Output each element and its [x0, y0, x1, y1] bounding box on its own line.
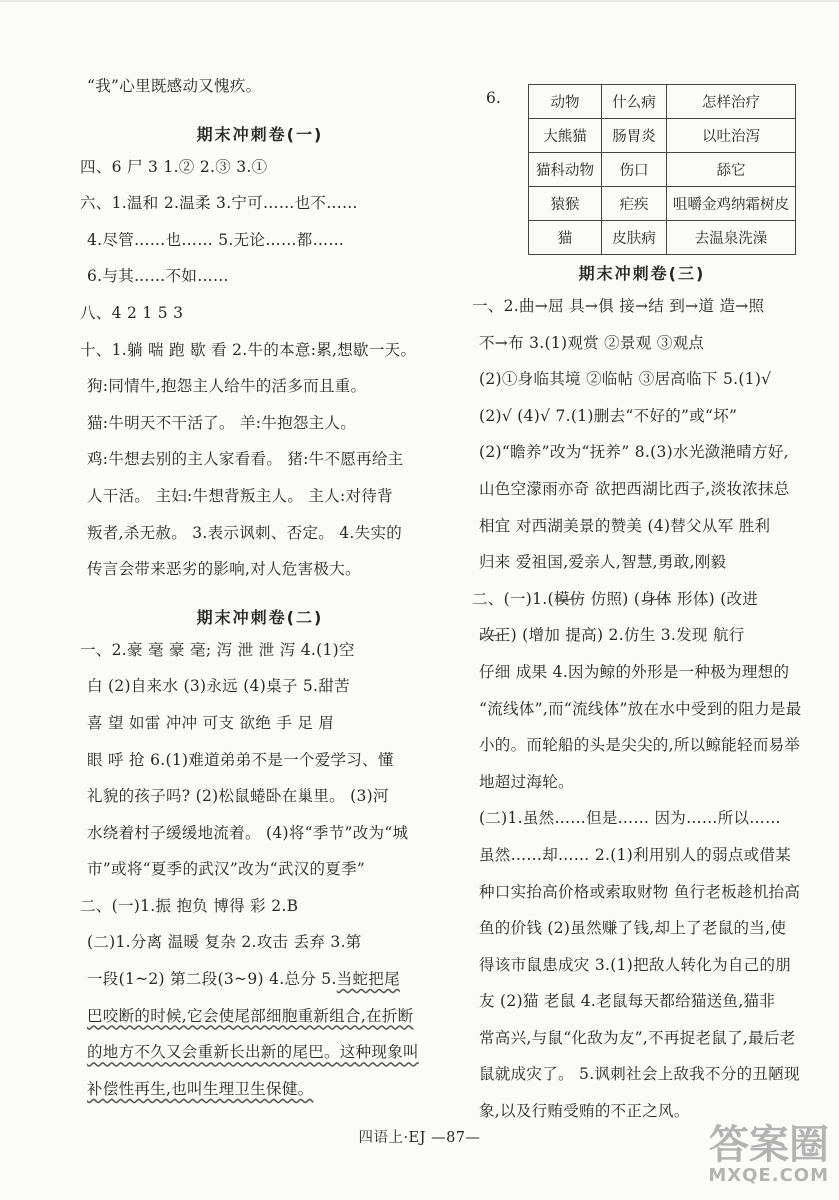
text-line: 种口实抬高价格或索取财物 鱼行老板趁机抬高: [479, 882, 801, 901]
text-line: [80, 969, 440, 1006]
text-line: 六、1.温和 2.温柔 3.宁可……也不……: [80, 194, 358, 213]
table-row: [529, 153, 796, 187]
wavy-underlined-text: 当蛇把尾: [336, 970, 400, 989]
text-line: “流线体”,而“流线体”放在水中受到的阻力是最: [479, 699, 802, 718]
text-span: 一段(1~2) 第二段(3~9) 4.总分 5.: [87, 970, 337, 989]
text-line: 市”或将“夏季的武汉”改为“武汉的夏季”: [87, 860, 366, 879]
text-line: 眼 呼 抢 6.(1)难道弟弟不是一个爱学习、懂: [87, 750, 394, 769]
table-cell: 舔它: [667, 153, 796, 187]
table-cell: 皮肤病: [602, 221, 667, 255]
text-line: 鼠就成灾了。 5.讽刺社会上敌我不分的丑陋现: [479, 1065, 800, 1084]
table-cell: 大熊猫: [529, 119, 602, 153]
text-line: 得该市鼠患成灾 3.(1)把敌人转化为自己的朋: [479, 955, 792, 974]
section-heading-2: 期末冲刺卷(二): [196, 607, 324, 627]
text-line: 人干活。 主妇:牛想背叛主人。 主人:对待背: [87, 486, 393, 505]
text-line: 鱼的价钱 (2)虽然赚了钱,却上了老鼠的当,使: [479, 919, 787, 938]
table-cell: 肠胃炎: [602, 119, 667, 153]
table-row: [529, 85, 796, 119]
table-cell: 以吐治泻: [667, 119, 796, 153]
text-line: (2)“瞻养”改为“抚养” 8.(3)水光潋滟晴方好,: [479, 443, 789, 462]
table-cell: 猫: [529, 221, 602, 255]
wavy-underlined-line: 补偿性再生,也叫生理卫生保健。: [87, 1079, 314, 1098]
table-row: [529, 119, 796, 153]
table-cell: 疟疾: [602, 187, 667, 221]
table-cell: 咀嚼金鸡纳霜树皮: [667, 187, 796, 221]
text-span: ) (增加 提高) 2.仿生 3.发现 航行: [510, 626, 745, 645]
text-line: 相宜 对西湖美景的赞美 (4)替父从军 胜利: [479, 516, 771, 535]
text-line: (2)①身临其境 ②临帖 ③居高临下 5.(1)√: [479, 370, 772, 389]
table-cell: 什么病: [602, 85, 667, 119]
animal-disease-table: [528, 84, 796, 255]
text-line: 6.与其……不如……: [87, 267, 229, 286]
text-line: 不→布 3.(1)观赏 ②景观 ③观点: [479, 333, 705, 352]
struck-text: 身体: [640, 589, 672, 608]
question-6-label: 6.: [486, 89, 501, 107]
text-span: 形体) (改进: [671, 589, 759, 608]
text-line: 一、2.豪 毫 豪 毫; 泻 泄 泄 泻 4.(1)空: [80, 640, 355, 659]
text-line: 友 (2)猫 老鼠 4.老鼠每天都给猫送鱼,猫非: [479, 992, 776, 1011]
watermark-url: MXQE.COM: [708, 1165, 829, 1186]
table-cell: 伤口: [602, 153, 667, 187]
table-cell: 猿猴: [529, 187, 602, 221]
table-cell: 猫科动物: [529, 153, 602, 187]
text-line: 小的。而轮船的头是尖尖的,所以鲸能轻而易举: [479, 736, 801, 755]
text-line: 四、6 尸 3 1.② 2.③ 3.①: [80, 157, 268, 176]
text-line: 常高兴,与鼠“化敌为友”,不再捉老鼠了,最后老: [479, 1028, 796, 1047]
text-line: 山色空濛雨亦奇 欲把西湖比西子,淡妆浓抹总: [479, 479, 790, 498]
text-line: [472, 589, 812, 626]
table-cell: 去温泉洗澡: [667, 221, 796, 255]
text-span: 二、(一)1.(: [472, 589, 554, 608]
text-line: 地超过海轮。: [479, 772, 574, 791]
wavy-underlined-line: 的地方不久又会重新长出新的尾巴。这种现象叫: [87, 1043, 419, 1062]
text-line: 叛者,杀无赦。 3.表示讽刺、否定。 4.失实的: [87, 523, 403, 542]
text-line: [472, 625, 812, 662]
text-line: 水绕着村子缓缓地流着。 (4)将“季节”改为“城: [87, 823, 409, 842]
watermark-logo: [708, 1122, 829, 1186]
table-row: [529, 187, 796, 221]
section-heading-1: 期末冲刺卷(一): [196, 124, 324, 144]
watermark-title: 答案圈: [709, 1122, 829, 1168]
text-line: 一、2.曲→屈 具→俱 接→结 到→道 造→照: [472, 297, 765, 315]
text-line: 白 (2)自来水 (3)永远 (4)桌子 5.甜苦: [87, 677, 350, 696]
text-line: 猫:牛明天不干活了。 羊:牛抱怨主人。: [87, 413, 357, 432]
text-line: 鸡:牛想去别的主人家看看。 猪:牛不愿再给主: [87, 450, 404, 469]
page-footer: 四语上·EJ —87—: [358, 1130, 481, 1146]
text-span: 仿照) (: [585, 589, 641, 608]
left-column: [80, 76, 440, 1115]
text-line: 传言会带来恶劣的影响,对人危害极大。: [87, 560, 361, 579]
right-column: [472, 252, 812, 1138]
text-line: 八、4 2 1 5 3: [80, 303, 184, 322]
text-line: 二、(一)1.振 抱负 博得 彩 2.B: [80, 896, 299, 915]
text-line: (2)√ (4)√ 7.(1)删去“不好的”或“坏”: [479, 406, 738, 425]
text-line: 仔细 成果 4.因为鲸的外形是一种极为理想的: [479, 662, 790, 681]
text-line: 虽然……却…… 2.(1)利用别人的弱点或借某: [479, 845, 792, 864]
text-line: 4.尽管……也…… 5.无论……都……: [87, 230, 345, 249]
text-line: 象,以及行贿受贿的不正之风。: [479, 1102, 690, 1121]
table-cell: 动物: [529, 85, 602, 119]
top-border: [0, 0, 839, 2]
section-heading-3: 期末冲刺卷(三): [578, 264, 706, 283]
text-line: 归来 爱祖国,爱亲人,智慧,勇敢,刚毅: [479, 553, 727, 572]
text-line: (二)1.分离 温暖 复杂 2.攻击 丢弃 3.第: [87, 933, 362, 952]
wavy-underlined-line: 巴咬断的时候,它会使尾部细胞重新组合,在折断: [87, 1006, 414, 1025]
text-line: 十、1.躺 喘 跑 歇 看 2.牛的本意:累,想歇一天。: [80, 340, 417, 359]
text-line: 狗:同情牛,抱怨主人给牛的活多而且重。: [87, 377, 367, 396]
text-line: (二)1.虽然……但是…… 因为……所以……: [479, 809, 781, 828]
table-cell: 怎样治疗: [667, 85, 796, 119]
struck-text: 改正: [479, 626, 511, 645]
struck-text: 模仿: [553, 589, 586, 608]
text-line: “我”心里既感动又愧疚。: [87, 77, 262, 95]
table-row: [529, 221, 796, 255]
text-line: 礼貌的孩子吗? (2)松鼠蜷卧在巢里。 (3)河: [87, 787, 389, 806]
text-line: 喜 望 如雷 冲冲 可支 欲绝 手 足 眉: [87, 713, 335, 732]
